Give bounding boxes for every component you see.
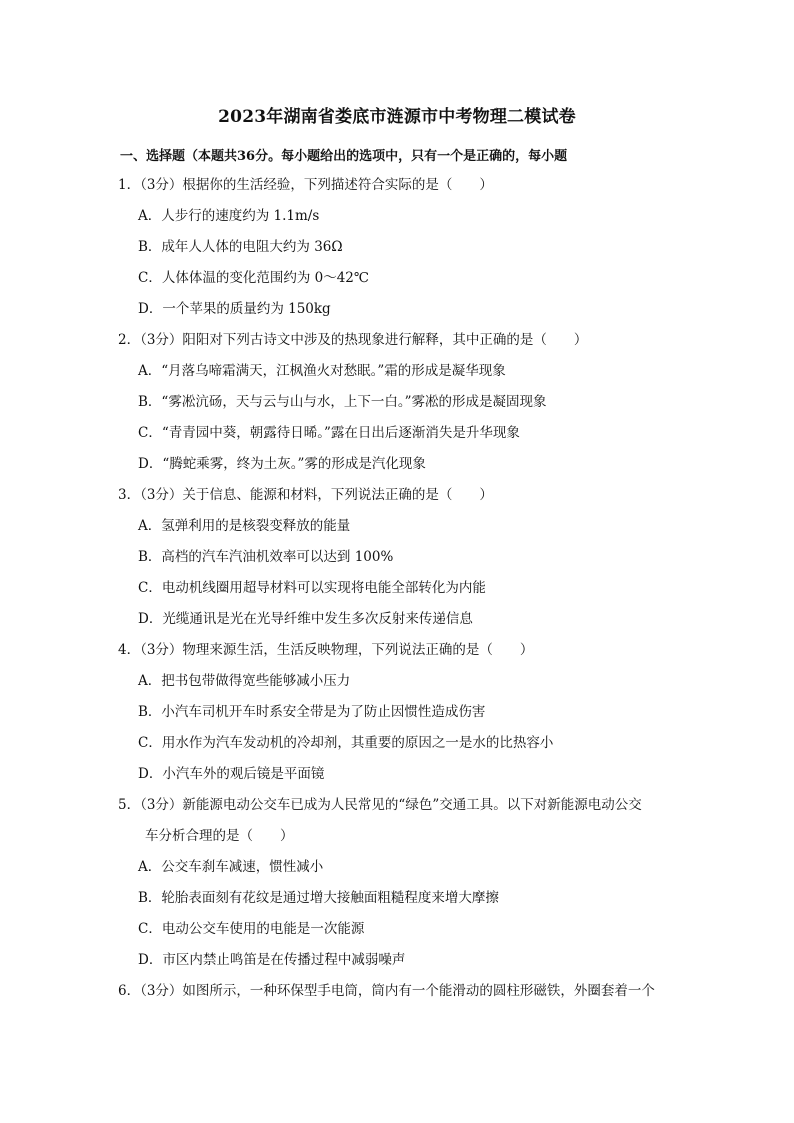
- section-header: 一、选择题（本题共36分。每小题给出的选项中，只有一个是正确的，每小题: [120, 149, 568, 164]
- question-option: B．成年人人体的电阻大约为 36Ω: [138, 239, 343, 255]
- question-stem: 6．（3分）如图所示，一种环保型手电筒，筒内有一个能滑动的圆柱形磁铁，外圈套着一个: [118, 983, 655, 999]
- question-stem: 5．（3分）新能源电动公交车已成为人民常见的“绿色”交通工具。以下对新能源电动公交: [118, 797, 642, 813]
- question-option: B．小汽车司机开车时系安全带是为了防止因惯性造成伤害: [138, 704, 486, 720]
- question-option: C．用水作为汽车发动机的冷却剂，其重要的原因之一是水的比热容小: [138, 735, 554, 751]
- question-option: C．人体体温的变化范围约为 0～42℃: [138, 270, 369, 286]
- question-stem: 3．（3分）关于信息、能源和材料，下列说法正确的是（ ）: [118, 487, 493, 503]
- question-stem: 4．（3分）物理来源生活，生活反映物理，下列说法正确的是（ ）: [118, 642, 534, 658]
- question-option: D．“腾蛇乘雾，终为土灰。”雾的形成是汽化现象: [138, 456, 426, 472]
- question-option: A．“月落乌啼霜满天，江枫渔火对愁眠。”霜的形成是凝华现象: [138, 363, 506, 379]
- question-stem: 1．（3分）根据你的生活经验，下列描述符合实际的是（ ）: [118, 177, 493, 193]
- question-option: A．把书包带做得宽些能够减小压力: [138, 673, 351, 689]
- question-option: D．光缆通讯是光在光导纤维中发生多次反射来传递信息: [138, 611, 473, 627]
- question-option: C．“青青园中葵，朝露待日晞。”露在日出后逐渐消失是升华现象: [138, 425, 520, 441]
- question-option: B．轮胎表面刻有花纹是通过增大接触面粗糙程度来增大摩擦: [138, 890, 499, 906]
- question-option: C．电动公交车使用的电能是一次能源: [138, 921, 365, 937]
- question-option: D．市区内禁止鸣笛是在传播过程中减弱噪声: [138, 952, 406, 968]
- question-stem-continuation: 车分析合理的是（ ）: [145, 828, 294, 844]
- question-option: B．“雾凇沆砀，天与云与山与水，上下一白。”雾凇的形成是凝固现象: [138, 394, 547, 410]
- question-option: C．电动机线圈用超导材料可以实现将电能全部转化为内能: [138, 580, 486, 596]
- exam-title: 2023年湖南省娄底市涟源市中考物理二模试卷: [218, 107, 576, 127]
- question-option: D．一个苹果的质量约为 150kg: [138, 301, 331, 317]
- question-option: B．高档的汽车汽油机效率可以达到 100%: [138, 549, 394, 565]
- question-option: A．公交车刹车减速，惯性减小: [138, 859, 324, 875]
- question-option: A．氢弹利用的是核裂变释放的能量: [138, 518, 351, 534]
- question-option: A．人步行的速度约为 1.1m/s: [138, 208, 320, 224]
- question-stem: 2．（3分）阳阳对下列古诗文中涉及的热现象进行解释，其中正确的是（ ）: [118, 332, 588, 348]
- question-option: D．小汽车外的观后镜是平面镜: [138, 766, 325, 782]
